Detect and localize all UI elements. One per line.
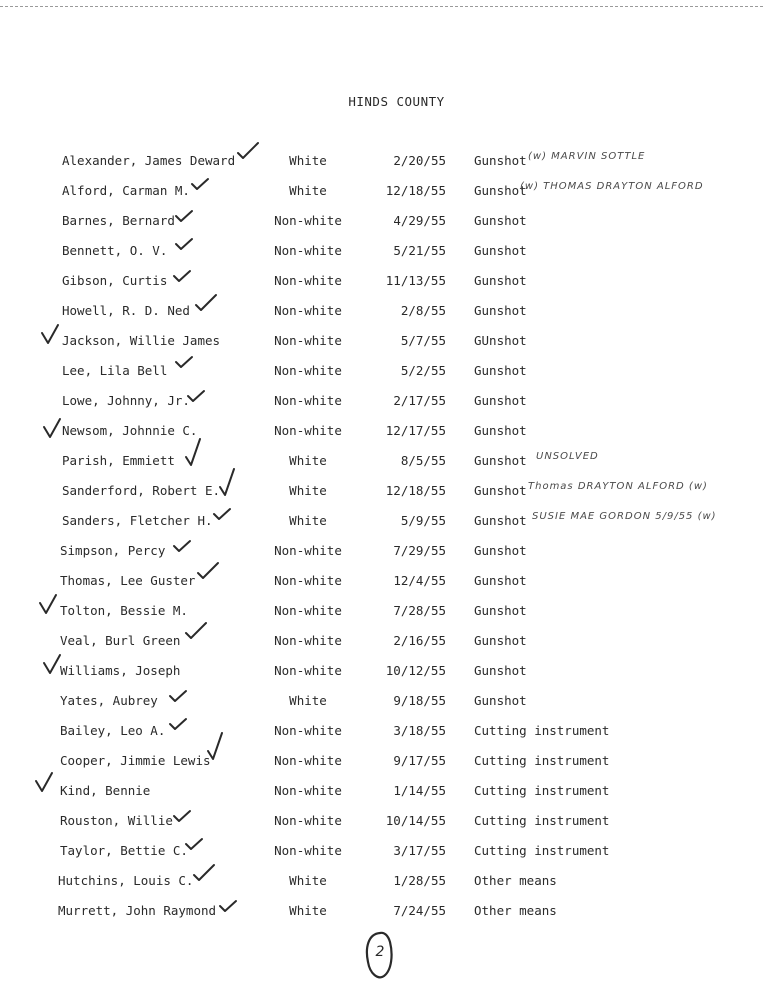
record-date: 5/9/55	[400, 513, 446, 528]
checkmark-icon	[208, 733, 232, 761]
record-date: 12/17/55	[385, 423, 446, 438]
table-row	[0, 841, 763, 861]
table-row	[0, 751, 763, 771]
record-cause: Gunshot	[474, 153, 527, 168]
record-date: 7/28/55	[393, 603, 446, 618]
record-cause: Gunshot	[474, 693, 527, 708]
record-race: Non-white	[274, 663, 342, 678]
record-name: Sanders, Fletcher H.	[62, 513, 213, 528]
record-date: 1/28/55	[393, 873, 446, 888]
record-date: 10/14/55	[385, 813, 446, 828]
table-row	[0, 151, 763, 171]
record-name: Veal, Burl Green	[60, 633, 181, 648]
checkmark-icon	[194, 865, 218, 893]
record-date: 4/29/55	[393, 213, 446, 228]
record-race: Non-white	[274, 393, 342, 408]
record-race: Non-white	[274, 363, 342, 378]
record-race: White	[289, 693, 327, 708]
record-cause: Gunshot	[474, 453, 527, 468]
record-name: Alford, Carman M.	[62, 183, 190, 198]
checkmark-icon	[40, 595, 64, 623]
record-date: 2/17/55	[393, 393, 446, 408]
record-name: Lowe, Johnny, Jr.	[62, 393, 190, 408]
page-number: 2	[375, 944, 385, 960]
record-cause: Gunshot	[474, 183, 527, 198]
table-row	[0, 271, 763, 291]
checkmark-icon	[186, 623, 210, 651]
checkmark-icon	[220, 899, 244, 927]
page-number-mark	[360, 930, 400, 982]
record-cause: Gunshot	[474, 393, 527, 408]
checkmark-icon	[170, 689, 194, 717]
record-cause: Cutting instrument	[474, 813, 610, 828]
record-name: Rouston, Willie	[60, 813, 173, 828]
record-race: Non-white	[274, 813, 342, 828]
record-name: Alexander, James Deward	[62, 153, 236, 168]
record-race: Non-white	[274, 213, 342, 228]
record-race: White	[289, 483, 327, 498]
record-cause: Cutting instrument	[474, 843, 610, 858]
record-race: Non-white	[274, 753, 342, 768]
record-name: Lee, Lila Bell	[62, 363, 168, 378]
checkmark-icon	[174, 809, 198, 837]
record-date: 1/14/55	[393, 783, 446, 798]
handwritten-note: UNSOLVED	[536, 451, 599, 462]
record-cause: Gunshot	[474, 423, 527, 438]
record-date: 3/18/55	[393, 723, 446, 738]
table-row	[0, 541, 763, 561]
table-row	[0, 211, 763, 231]
record-date: 2/16/55	[393, 633, 446, 648]
checkmark-icon	[186, 439, 210, 467]
checkmark-icon	[192, 177, 216, 205]
checkmark-icon	[186, 837, 210, 865]
checkmark-icon	[44, 655, 68, 683]
record-race: Non-white	[274, 543, 342, 558]
record-name: Howell, R. D. Ned	[62, 303, 190, 318]
record-race: White	[289, 513, 327, 528]
table-row	[0, 571, 763, 591]
table-row	[0, 481, 763, 501]
record-cause: Cutting instrument	[474, 783, 610, 798]
checkmark-icon	[196, 295, 220, 323]
table-row	[0, 331, 763, 351]
checkmark-icon	[214, 507, 238, 535]
table-row	[0, 511, 763, 531]
record-cause: Gunshot	[474, 303, 527, 318]
checkmark-icon	[176, 237, 200, 265]
table-row	[0, 301, 763, 321]
record-name: Williams, Joseph	[60, 663, 181, 678]
record-date: 5/21/55	[393, 243, 446, 258]
record-cause: Gunshot	[474, 213, 527, 228]
record-cause: Gunshot	[474, 633, 527, 648]
record-name: Gibson, Curtis	[62, 273, 168, 288]
record-race: White	[289, 873, 327, 888]
table-row	[0, 661, 763, 681]
checkmark-icon	[220, 469, 244, 497]
record-date: 9/17/55	[393, 753, 446, 768]
table-row	[0, 391, 763, 411]
record-name: Barnes, Bernard	[62, 213, 175, 228]
record-race: Non-white	[274, 843, 342, 858]
checkmark-icon	[176, 209, 200, 237]
record-race: Non-white	[274, 423, 342, 438]
record-name: Newsom, Johnnie C.	[62, 423, 198, 438]
record-cause: Gunshot	[474, 513, 527, 528]
record-date: 7/24/55	[393, 903, 446, 918]
record-cause: Cutting instrument	[474, 723, 610, 738]
record-cause: Other means	[474, 873, 557, 888]
record-cause: Gunshot	[474, 243, 527, 258]
record-name: Sanderford, Robert E.	[62, 483, 221, 498]
record-name: Tolton, Bessie M.	[60, 603, 188, 618]
record-race: Non-white	[274, 303, 342, 318]
scan-top-edge	[0, 0, 763, 7]
record-name: Kind, Bennie	[60, 783, 151, 798]
table-row	[0, 241, 763, 261]
record-cause: Gunshot	[474, 363, 527, 378]
table-row	[0, 361, 763, 381]
record-name: Bailey, Leo A.	[60, 723, 166, 738]
record-name: Jackson, Willie James	[62, 333, 221, 348]
checkmark-icon	[188, 389, 212, 417]
record-race: Non-white	[274, 273, 342, 288]
checkmark-icon	[42, 325, 66, 353]
record-date: 12/4/55	[393, 573, 446, 588]
record-name: Bennett, O. V.	[62, 243, 168, 258]
record-race: Non-white	[274, 333, 342, 348]
record-date: 3/17/55	[393, 843, 446, 858]
record-cause: Gunshot	[474, 483, 527, 498]
record-date: 12/18/55	[385, 183, 446, 198]
record-date: 11/13/55	[385, 273, 446, 288]
record-cause: Gunshot	[474, 543, 527, 558]
table-row	[0, 181, 763, 201]
record-date: 10/12/55	[385, 663, 446, 678]
table-row	[0, 901, 763, 921]
table-row	[0, 721, 763, 741]
record-name: Cooper, Jimmie Lewis	[60, 753, 211, 768]
record-cause: Gunshot	[474, 573, 527, 588]
record-date: 2/8/55	[400, 303, 446, 318]
checkmark-icon	[44, 419, 68, 447]
record-cause: Gunshot	[474, 603, 527, 618]
record-cause: Gunshot	[474, 663, 527, 678]
record-cause: GUnshot	[474, 333, 527, 348]
record-date: 5/2/55	[400, 363, 446, 378]
record-race: White	[289, 153, 327, 168]
record-name: Simpson, Percy	[60, 543, 166, 558]
record-name: Hutchins, Louis C.	[58, 873, 194, 888]
record-race: Non-white	[274, 243, 342, 258]
checkmark-icon	[174, 269, 198, 297]
checkmark-icon	[36, 773, 60, 801]
handwritten-note: (w) MARVIN SOTTLE	[528, 151, 646, 162]
record-race: Non-white	[274, 633, 342, 648]
record-race: Non-white	[274, 573, 342, 588]
record-race: White	[289, 903, 327, 918]
table-row	[0, 811, 763, 831]
handwritten-note: SUSIE MAE GORDON 5/9/55 (w)	[532, 511, 717, 522]
table-row	[0, 691, 763, 711]
record-cause: Other means	[474, 903, 557, 918]
record-race: White	[289, 453, 327, 468]
table-row	[0, 631, 763, 651]
record-cause: Gunshot	[474, 273, 527, 288]
checkmark-icon	[198, 563, 222, 591]
table-row	[0, 871, 763, 891]
checkmark-icon	[174, 539, 198, 567]
checkmark-icon	[176, 355, 200, 383]
record-date: 5/7/55	[400, 333, 446, 348]
record-name: Thomas, Lee Guster	[60, 573, 196, 588]
record-name: Parish, Emmiett	[62, 453, 175, 468]
page-title: HINDS COUNTY	[348, 94, 445, 109]
table-row	[0, 601, 763, 621]
table-row	[0, 421, 763, 441]
record-race: White	[289, 183, 327, 198]
record-name: Murrett, John Raymond	[58, 903, 217, 918]
handwritten-note: (w) THOMAS DRAYTON ALFORD	[520, 181, 704, 192]
record-race: Non-white	[274, 783, 342, 798]
checkmark-icon	[170, 717, 194, 745]
record-race: Non-white	[274, 723, 342, 738]
record-date: 9/18/55	[393, 693, 446, 708]
record-race: Non-white	[274, 603, 342, 618]
handwritten-note: Thomas DRAYTON ALFORD (w)	[528, 481, 708, 492]
record-date: 8/5/55	[400, 453, 446, 468]
record-name: Yates, Aubrey	[60, 693, 158, 708]
record-date: 12/18/55	[385, 483, 446, 498]
record-date: 2/20/55	[393, 153, 446, 168]
record-cause: Cutting instrument	[474, 753, 610, 768]
table-row	[0, 451, 763, 471]
table-row	[0, 781, 763, 801]
record-name: Taylor, Bettie C.	[60, 843, 188, 858]
checkmark-icon	[238, 143, 262, 171]
record-date: 7/29/55	[393, 543, 446, 558]
